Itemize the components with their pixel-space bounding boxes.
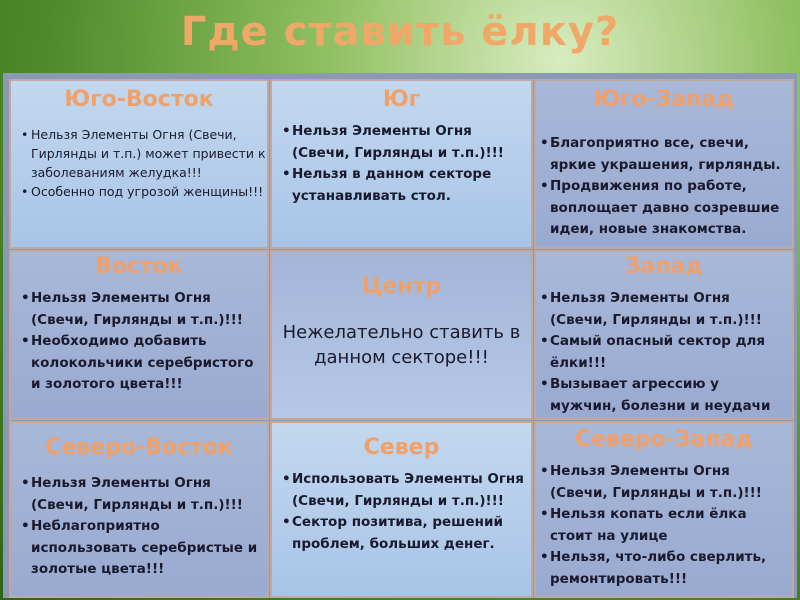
cell-heading: Северо-Восток [45,435,233,460]
list-item: • Самый опасный сектор для ёлки!!! [540,331,790,374]
cell-heading: Запад [624,254,704,279]
list-item: • Неблагоприятно использовать серебристые и золотые цвета!!! [21,516,266,581]
slide-title: Где ставить ёлку? [180,9,620,55]
cell-list [21,473,266,581]
cell-list [21,125,266,201]
cell-list [540,461,790,590]
list-item: • Сектор позитива, решений проблем, больших денег. [282,512,530,555]
list-item: • Особенно под угрозой женщины!!! [21,182,266,201]
cell-southeast [9,79,269,249]
list-item: • Нельзя Элементы Огня (Свечи, Гирлянды и т.п.)!!! [540,288,790,331]
list-item: • Нельзя Элементы Огня (Свечи, Гирлянды и т.п.) может привести к заболеваниям желудка!!! [21,125,266,182]
list-item: • Нельзя в данном секторе устанавливать стол. [282,164,530,207]
list-item: • Нельзя Элементы Огня (Свечи, Гирлянды и т.п.)!!! [540,461,790,504]
cell-south [270,79,533,249]
cell-list [540,288,790,417]
cell-southwest [534,79,794,249]
list-item: • Нельзя Элементы Огня (Свечи, Гирлянды и т.п.)!!! [282,121,530,164]
cell-heading: Юго-Восток [64,87,214,112]
cell-heading: Юго-Запад [594,87,734,112]
list-item: • Нельзя, что-либо сверлить, ремонтировать!!! [540,547,790,590]
list-item: • Продвижения по работе, воплощает давно созревшие идеи, новые знакомства. [540,176,790,241]
bagua-grid [3,73,797,598]
list-item: • Благоприятно все, свечи, яркие украшения, гирлянды. [540,133,790,176]
cell-heading: Север [363,435,440,460]
cell-heading: Восток [95,254,183,279]
cell-center [270,250,533,420]
cell-east [9,250,269,420]
cell-north [270,421,533,598]
cell-heading: Центр [361,274,442,299]
list-item: • Использовать Элементы Огня (Свечи, Гирлянды и т.п.)!!! [282,469,530,512]
list-item: • Необходимо добавить колокольчики серебристого и золотого цвета!!! [21,331,266,396]
cell-list [21,288,266,396]
list-item: • Нельзя Элементы Огня (Свечи, Гирлянды и т.п.)!!! [21,288,266,331]
list-item: • Нельзя Элементы Огня (Свечи, Гирлянды и т.п.)!!! [21,473,266,516]
list-item: • Вызывает агрессию у мужчин, болезни и неудачи [540,374,790,417]
cell-northeast [9,421,269,598]
list-item: • Нельзя копать если ёлка стоит на улице [540,504,790,547]
cell-list [282,121,530,207]
cell-heading: Юг [382,87,421,112]
cell-list [540,133,790,241]
cell-list [282,469,530,555]
cell-west [534,250,794,420]
cell-heading: Северо-Запад [574,427,754,452]
center-text: Нежелательно ставить в данном секторе!!! [282,322,521,368]
cell-northwest [534,421,794,598]
